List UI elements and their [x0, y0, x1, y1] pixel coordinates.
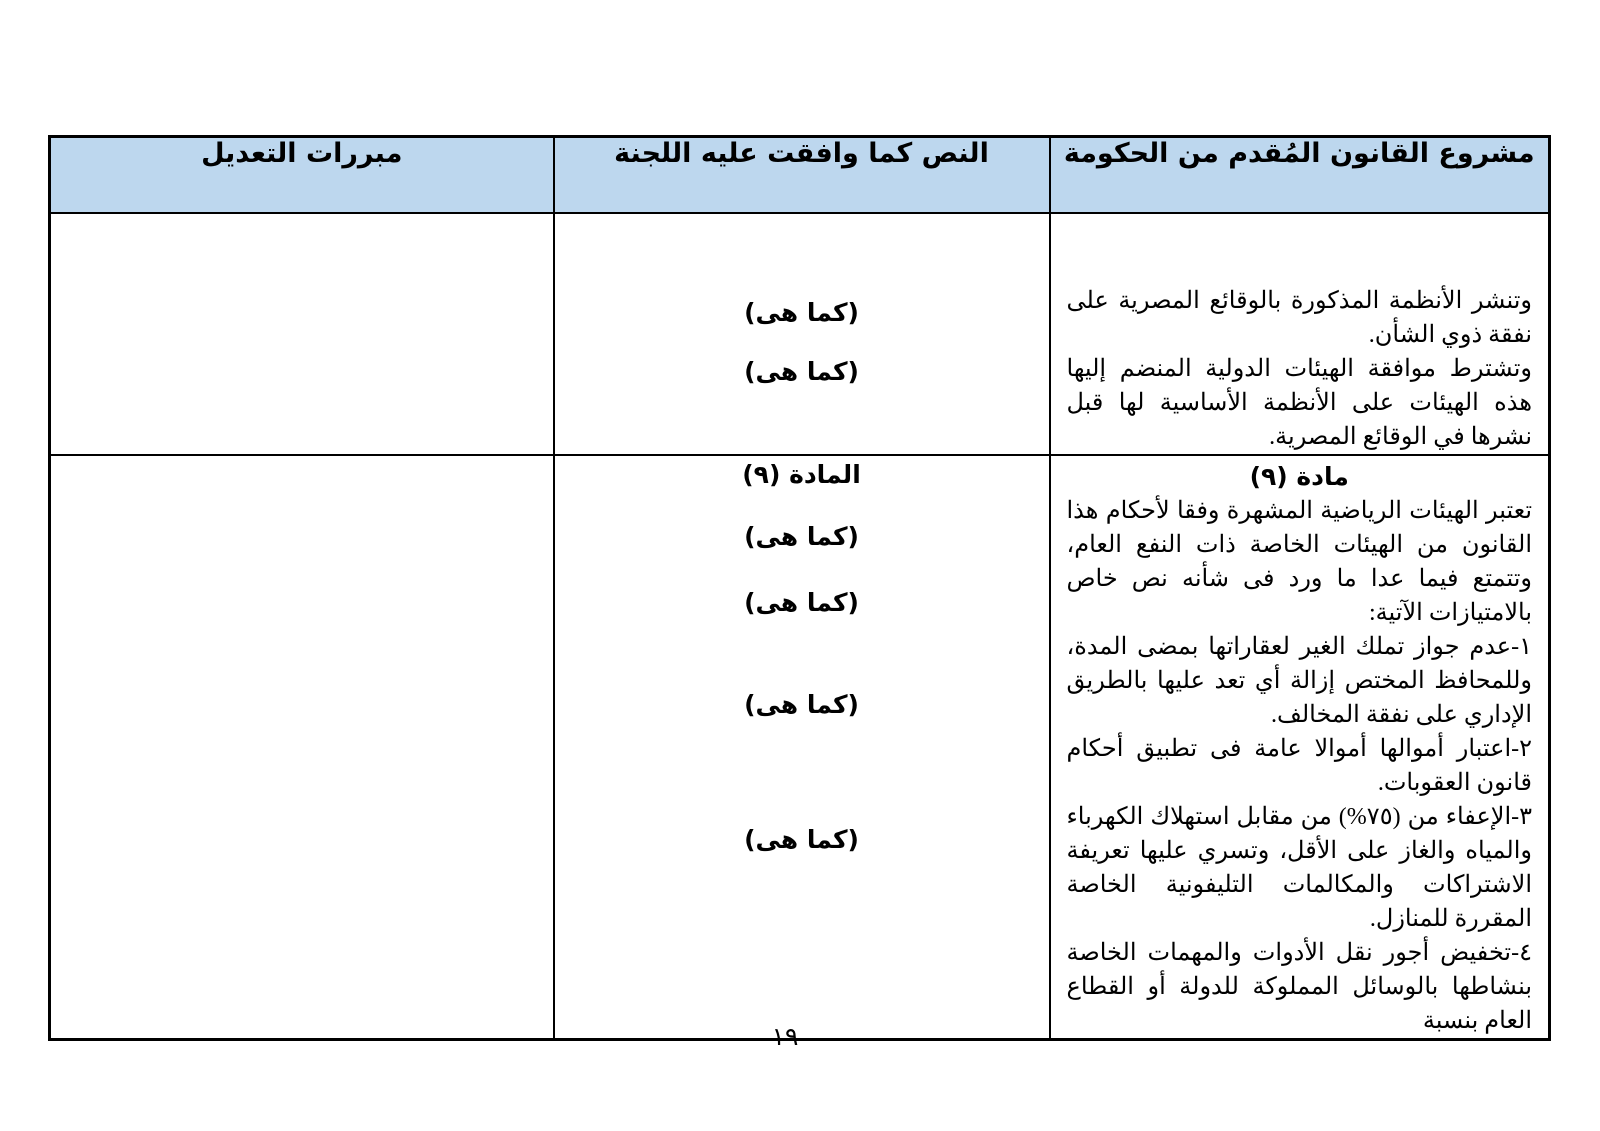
as-is-note: (كما هى)	[744, 689, 859, 719]
table-header-row	[50, 137, 1550, 213]
government-paragraph: تعتبر الهيئات الرياضية المشهرة وفقا لأحكام هذا القانون من الهيئات الخاصة ذات النفع العام، وتتمتع فيما عدا ما ورد فى شأنه نص خاص بالامتيازات الآتية:	[1066, 497, 1532, 626]
committee-text-cell	[554, 455, 1050, 1040]
article-heading: المادة (٩)	[742, 459, 861, 489]
as-is-note: (كما هى)	[744, 356, 859, 386]
table-row	[50, 455, 1550, 1040]
government-paragraph: ٤-تخفيض أجور نقل الأدوات والمهمات الخاصة بنشاطها بالوسائل المملوكة للدولة أو القطاع العام بنسبة	[1066, 939, 1532, 1034]
table-row	[50, 213, 1550, 455]
government-text-cell	[1050, 455, 1550, 1040]
as-is-note: (كما هى)	[744, 587, 859, 617]
page-number: ١٩	[771, 1024, 799, 1051]
col-header-justifications: مبررات التعديل	[50, 137, 554, 213]
as-is-note: (كما هى)	[744, 297, 859, 327]
government-paragraph: وتشترط موافقة الهيئات الدولية المنضم إليها هذه الهيئات على الأنظمة الأساسية لها قبل نشرها في الوقائع المصرية.	[1066, 355, 1532, 450]
committee-text-cell	[554, 213, 1050, 455]
government-text-cell	[1050, 213, 1550, 455]
justification-cell-empty	[50, 213, 554, 455]
as-is-note: (كما هى)	[744, 521, 859, 551]
government-paragraph: ٣-الإعفاء من (٧٥%) من مقابل استهلاك الكهرباء والمياه والغاز على الأقل، وتسري عليها تعريفة الاشتراكات والمكالمات التليفونية الخاصة المقررة للمنازل.	[1066, 803, 1532, 932]
justification-cell-empty	[50, 455, 554, 1040]
government-paragraph: ١-عدم جواز تملك الغير لعقاراتها بمضى المدة، وللمحافظ المختص إزالة أي تعد عليها بالطريق الإداري على نفقة المخالف.	[1066, 633, 1532, 728]
as-is-note: (كما هى)	[744, 824, 859, 854]
article-heading: مادة (٩)	[1249, 461, 1349, 491]
col-header-committee: النص كما وافقت عليه اللجنة	[554, 137, 1050, 213]
col-header-government: مشروع القانون المُقدم من الحكومة	[1050, 137, 1550, 213]
government-paragraph: وتنشر الأنظمة المذكورة بالوقائع المصرية على نفقة ذوي الشأن.	[1066, 287, 1532, 348]
comparison-table	[48, 135, 1551, 1041]
government-paragraph: ٢-اعتبار أموالها أموالا عامة فى تطبيق أحكام قانون العقوبات.	[1066, 735, 1532, 796]
